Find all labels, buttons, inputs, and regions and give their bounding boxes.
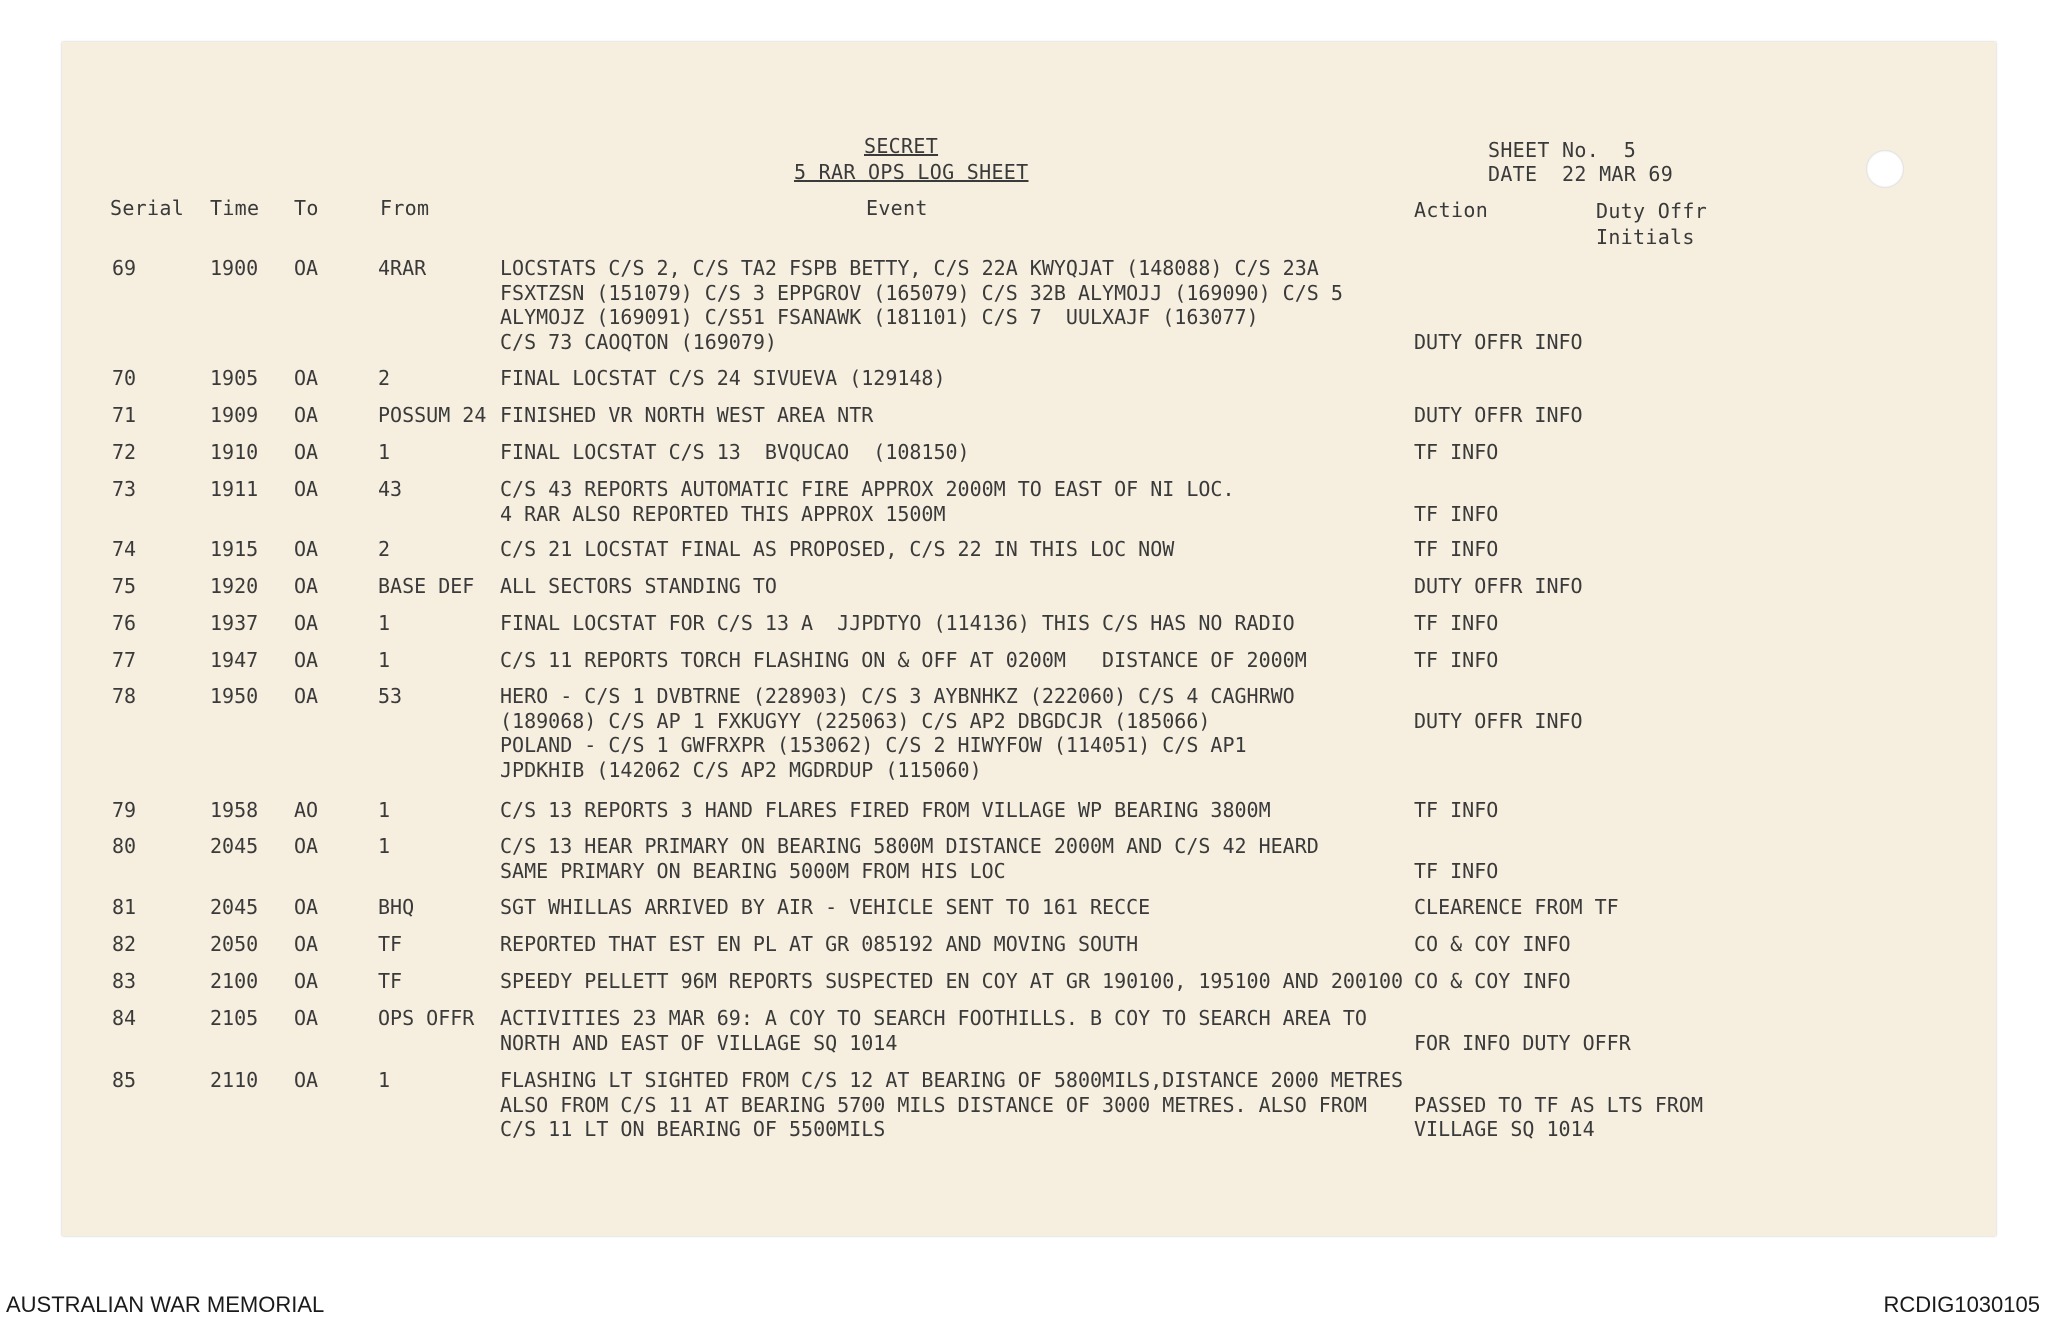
sheet-date: DATE 22 MAR 69 (1488, 162, 1674, 186)
cell-serial: 77 (112, 648, 137, 672)
cell-event: SGT WHILLAS ARRIVED BY AIR - VEHICLE SENT TO 161 RECCE (500, 895, 1151, 919)
cell-time: 1920 (210, 574, 259, 598)
cell-serial: 78 (112, 684, 137, 708)
col-header-duty-offr: Duty Offr Initials (1596, 199, 1708, 249)
document-title: 5 RAR OPS LOG SHEET (794, 160, 1029, 184)
cell-action: TF INFO (1414, 501, 1499, 526)
cell-from: BASE DEF (378, 574, 475, 598)
cell-from: 4RAR (378, 256, 427, 280)
cell-from: 1 (378, 834, 391, 858)
footer-record-id: RCDIG1030105 (1883, 1292, 2040, 1317)
cell-event: FINISHED VR NORTH WEST AREA NTR (500, 403, 874, 427)
cell-from: 2 (378, 366, 391, 390)
cell-from: 2 (378, 537, 391, 561)
cell-from: POSSUM 24 (378, 403, 487, 427)
cell-event: FINAL LOCSTAT C/S 24 SIVUEVA (129148) (500, 366, 946, 390)
cell-event: SPEEDY PELLETT 96M REPORTS SUSPECTED EN COY AT GR 190100, 195100 AND 200100 (500, 969, 1404, 993)
cell-from: TF (378, 969, 403, 993)
cell-to: OA (294, 834, 319, 858)
cell-from: 1 (378, 611, 391, 635)
col-header-serial: Serial (110, 196, 185, 220)
cell-action: PASSED TO TF AS LTS FROM VILLAGE SQ 1014 (1414, 1092, 1703, 1141)
cell-action: DUTY OFFR INFO (1414, 403, 1583, 427)
cell-serial: 84 (112, 1006, 137, 1030)
cell-time: 1910 (210, 440, 259, 464)
cell-to: OA (294, 895, 319, 919)
cell-from: 1 (378, 1068, 391, 1092)
cell-to: OA (294, 366, 319, 390)
cell-to: OA (294, 256, 319, 280)
cell-serial: 74 (112, 537, 137, 561)
col-header-time: Time (210, 196, 260, 220)
cell-time: 2050 (210, 932, 259, 956)
cell-action: TF INFO (1414, 440, 1499, 464)
footer-archive-name: AUSTRALIAN WAR MEMORIAL (6, 1292, 325, 1317)
cell-serial: 83 (112, 969, 137, 993)
cell-serial: 69 (112, 256, 137, 280)
cell-time: 1915 (210, 537, 259, 561)
cell-action: CO & COY INFO (1414, 969, 1571, 993)
col-header-action: Action (1414, 198, 1489, 222)
cell-event: LOCSTATS C/S 2, C/S TA2 FSPB BETTY, C/S 22A KWYQJAT (148088) C/S 23A FSXTZSN (151079) C/S 3 EPPGROV (165079) C/S 32B ALYMOJJ (169090) C/S 5 ALYMOJZ (169091) C/S51 FSANAWK (181101) C/S 7 UULXAJF (163077) C/S 73 CAOQTON (169079) (500, 256, 1343, 354)
cell-event: C/S 11 REPORTS TORCH FLASHING ON & OFF AT 0200M DISTANCE OF 2000M (500, 648, 1307, 672)
cell-from: BHQ (378, 895, 415, 919)
cell-serial: 76 (112, 611, 137, 635)
cell-action: TF INFO (1414, 798, 1499, 822)
col-header-from: From (380, 196, 430, 220)
cell-serial: 73 (112, 477, 137, 501)
cell-time: 2045 (210, 834, 259, 858)
cell-from: 53 (378, 684, 403, 708)
cell-action: TF INFO (1414, 858, 1499, 883)
cell-serial: 82 (112, 932, 137, 956)
cell-to: OA (294, 684, 319, 708)
cell-to: OA (294, 477, 319, 501)
cell-time: 1937 (210, 611, 259, 635)
cell-from: 1 (378, 798, 391, 822)
cell-action: CLEARENCE FROM TF (1414, 895, 1619, 919)
cell-action: CO & COY INFO (1414, 932, 1571, 956)
cell-serial: 70 (112, 366, 137, 390)
cell-from: TF (378, 932, 403, 956)
cell-serial: 80 (112, 834, 137, 858)
cell-from: 1 (378, 648, 391, 672)
cell-action: DUTY OFFR INFO (1414, 329, 1583, 354)
cell-serial: 75 (112, 574, 137, 598)
cell-serial: 71 (112, 403, 137, 427)
cell-time: 1905 (210, 366, 259, 390)
cell-to: OA (294, 969, 319, 993)
cell-to: OA (294, 932, 319, 956)
cell-time: 2045 (210, 895, 259, 919)
cell-time: 1909 (210, 403, 259, 427)
cell-event: FINAL LOCSTAT C/S 13 BVQUCAO (108150) (500, 440, 970, 464)
cell-from: OPS OFFR (378, 1006, 475, 1030)
cell-event: ALL SECTORS STANDING TO (500, 574, 777, 598)
cell-time: 1950 (210, 684, 259, 708)
cell-time: 1947 (210, 648, 259, 672)
classification-heading: SECRET (864, 134, 939, 158)
cell-to: OA (294, 537, 319, 561)
cell-action: TF INFO (1414, 611, 1499, 635)
cell-event: C/S 21 LOCSTAT FINAL AS PROPOSED, C/S 22 IN THIS LOC NOW (500, 537, 1175, 561)
cell-action: TF INFO (1414, 648, 1499, 672)
cell-event: ACTIVITIES 23 MAR 69: A COY TO SEARCH FOOTHILLS. B COY TO SEARCH AREA TO NORTH AND EAST OF VILLAGE SQ 1014 (500, 1006, 1367, 1055)
cell-serial: 85 (112, 1068, 137, 1092)
cell-action: DUTY OFFR INFO (1414, 708, 1583, 733)
cell-time: 2100 (210, 969, 259, 993)
cell-event: C/S 43 REPORTS AUTOMATIC FIRE APPROX 2000M TO EAST OF NI LOC. 4 RAR ALSO REPORTED THIS APPROX 1500M (500, 477, 1235, 526)
col-header-event: Event (866, 196, 928, 220)
cell-action: TF INFO (1414, 537, 1499, 561)
cell-time: 1911 (210, 477, 259, 501)
cell-event: C/S 13 HEAR PRIMARY ON BEARING 5800M DISTANCE 2000M AND C/S 42 HEARD SAME PRIMARY ON BEARING 5000M FROM HIS LOC (500, 834, 1319, 883)
cell-action: DUTY OFFR INFO (1414, 574, 1583, 598)
cell-to: OA (294, 1068, 319, 1092)
cell-from: 1 (378, 440, 391, 464)
cell-to: OA (294, 403, 319, 427)
cell-to: OA (294, 574, 319, 598)
cell-time: 1958 (210, 798, 259, 822)
cell-to: OA (294, 1006, 319, 1030)
cell-to: OA (294, 648, 319, 672)
sheet-number: SHEET No. 5 (1488, 138, 1637, 162)
cell-time: 1900 (210, 256, 259, 280)
cell-to: AO (294, 798, 319, 822)
col-header-to: To (294, 196, 319, 220)
cell-serial: 79 (112, 798, 137, 822)
cell-serial: 72 (112, 440, 137, 464)
cell-event: REPORTED THAT EST EN PL AT GR 085192 AND MOVING SOUTH (500, 932, 1139, 956)
punch-hole (1866, 150, 1904, 188)
cell-to: OA (294, 440, 319, 464)
cell-serial: 81 (112, 895, 137, 919)
cell-from: 43 (378, 477, 403, 501)
cell-event: FLASHING LT SIGHTED FROM C/S 12 AT BEARING OF 5800MILS,DISTANCE 2000 METRES ALSO FROM C/S 11 AT BEARING 5700 MILS DISTANCE OF 3000 METRES. ALSO FROM C/S 11 LT ON BEARING OF 5500MILS (500, 1068, 1404, 1141)
cell-time: 2105 (210, 1006, 259, 1030)
cell-action: FOR INFO DUTY OFFR (1414, 1030, 1631, 1055)
cell-event: FINAL LOCSTAT FOR C/S 13 A JJPDTYO (114136) THIS C/S HAS NO RADIO (500, 611, 1295, 635)
cell-to: OA (294, 611, 319, 635)
cell-time: 2110 (210, 1068, 259, 1092)
cell-event: C/S 13 REPORTS 3 HAND FLARES FIRED FROM VILLAGE WP BEARING 3800M (500, 798, 1271, 822)
cell-event: HERO - C/S 1 DVBTRNE (228903) C/S 3 AYBNHKZ (222060) C/S 4 CAGHRWO (189068) C/S AP 1 FXKUGYY (225063) C/S AP2 DBGDCJR (185066) POLAND - C/S 1 GWFRXPR (153062) C/S 2 HIWYFOW (114051) C/S AP1 JPDKHIB (142062 C/S AP2 MGDRDUP (115060) (500, 684, 1295, 782)
